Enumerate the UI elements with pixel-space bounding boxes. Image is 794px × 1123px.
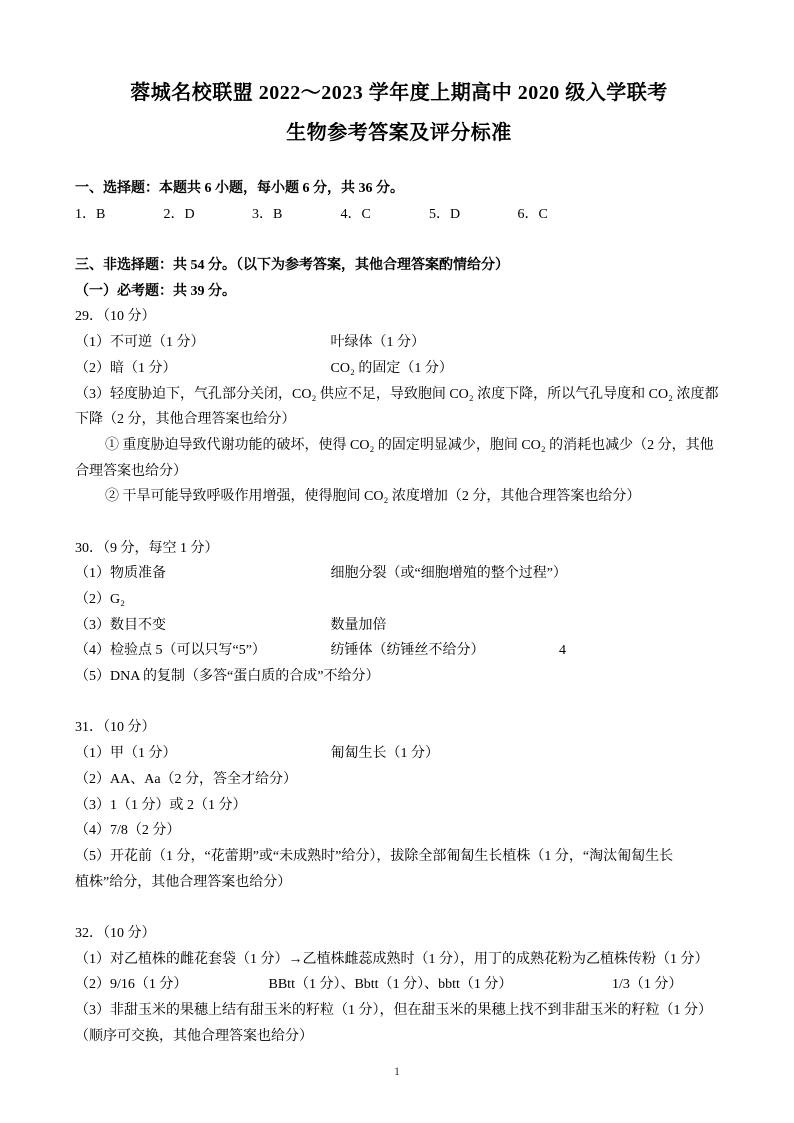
q29-note-1-line-2: 合理答案也给分） [75,463,187,479]
choice-answer-4: 4．C [340,206,371,222]
spacer [75,227,723,253]
q30-answer-1-left: （1）物质准备 [75,566,166,582]
q30-answer-2: （2）G₂ [75,592,125,607]
spacer [75,895,723,921]
q30-answer-row-3 [75,613,723,639]
q32-answer-2-right: 1/3（1 分） [612,977,683,993]
q30-answer-1-right: 细胞分裂（或“细胞增殖的整个过程”） [330,566,567,582]
q30-answer-5: （5）DNA 的复制（多答“蛋白质的合成”不给分） [75,669,380,685]
choice-answer-5: 5．D [429,206,461,222]
q29-answer-1-left: （1）不可逆（1 分） [75,335,205,351]
choice-answer-6: 6．C [517,206,548,222]
q32-answer-3-line-1: （3）非甜玉米的果穗上结有甜玉米的籽粒（1 分），但在甜玉米的果穗上找不到非甜玉米的籽粒（1 分） [75,1003,712,1018]
q29-note-2: ② 干旱可能导致呼吸作用增强，使得胞间 CO₂ 浓度增加（2 分，其他合理答案也给分） [105,489,641,505]
choice-answer-2: 2．D [163,206,195,222]
q30-answer-4-mid: 纺锤体（纺锤丝不给分） [330,643,485,659]
q31-answer-1-right: 匍匐生长（1 分） [330,746,439,762]
spacer [75,510,723,536]
required-questions-subheading: （一）必考题：共 39 分。 [75,283,236,299]
document-body [75,176,723,1049]
q31-answer-row-1 [75,741,723,767]
q30-answer-3-right: 数量加倍 [330,617,387,633]
q32-heading: 32．（10 分） [75,925,156,941]
non-choice-section-heading: 三、非选择题：共 54 分。（以下为参考答案，其他合理答案酌情给分） [75,258,509,274]
q31-answer-5-line-1: （5）开花前（1 分，“花蕾期”或“未成熟时”给分），拔除全部匍匐生长植株（1 分，“淘汰匍匐生长 [75,848,674,864]
q30-answer-4-left: （4）检验点 5（可以只写“5”） [75,643,266,659]
q31-answer-2: （2）AA、Aa（2 分，答全才给分） [75,771,298,787]
choice-answer-1: 1．B [75,206,106,222]
q31-answer-5-line-2: 植株”给分，其他合理答案也给分） [75,874,292,890]
q31-answer-1-left: （1）甲（1 分） [75,746,177,762]
q30-answer-row-1 [75,561,723,587]
q29-note-1-line-1: ① 重度胁迫导致代谢功能的破坏，使得 CO₂ 的固定明显减少，胞间 CO₂ 的消耗也减少（2 分，其他 [105,437,714,453]
q31-heading: 31．（10 分） [75,720,156,736]
doc-subtitle: 生物参考答案及评分标准 [286,122,512,144]
q30-heading: 30．（9 分，每空 1 分） [75,540,219,556]
q29-answer-row-2 [75,356,723,382]
q32-answer-3-line-2: （顺序可交换，其他合理答案也给分） [75,1028,313,1044]
doc-title: 蓉城名校联盟 2022～2023 学年度上期高中 2020 级入学联考 [130,82,668,104]
q32-answer-2-left: （2）9/16（1 分） [75,977,188,993]
spacer [75,690,723,716]
choice-answers-row [75,202,723,228]
q32-answer-row-2 [75,972,723,998]
q29-answer-1-right: 叶绿体（1 分） [330,335,425,351]
q31-answer-3: （3）1（1 分）或 2（1 分） [75,797,247,813]
q31-answer-4: （4）7/8（2 分） [75,823,181,839]
q30-answer-3-left: （3）数目不变 [75,617,166,633]
q32-answer-1: （1）对乙植株的雌花套袋（1 分）→乙植株雌蕊成熟时（1 分），用丁的成熟花粉为乙植株传粉（1 分） [75,951,709,967]
q29-answer-row-1 [75,330,723,356]
q29-answer-3-line-1: （3）轻度胁迫下，气孔部分关闭，CO₂ 供应不足，导致胞间 CO₂ 浓度下降，所以气孔导度和 CO₂ 浓度都 [75,386,719,402]
choice-section-heading: 一、选择题：本题共 6 小题，每小题 6 分，共 36 分。 [75,181,404,196]
q30-answer-row-4 [75,638,723,664]
q30-answer-4-right: 4 [559,643,566,659]
page-number: 1 [394,1064,400,1078]
choice-answer-3: 3．B [252,206,283,222]
q29-heading: 29．（10 分） [75,309,156,325]
q32-answer-2-mid: BBtt（1 分）、Bbtt（1 分）、bbtt（1 分） [268,977,513,993]
q29-answer-3-line-2: 下降（2 分，其他合理答案也给分） [75,412,296,428]
q29-answer-2-left: （2）暗（1 分） [75,360,177,376]
q29-answer-2-right: CO₂ 的固定（1 分） [330,360,453,376]
document-content [75,78,723,1049]
